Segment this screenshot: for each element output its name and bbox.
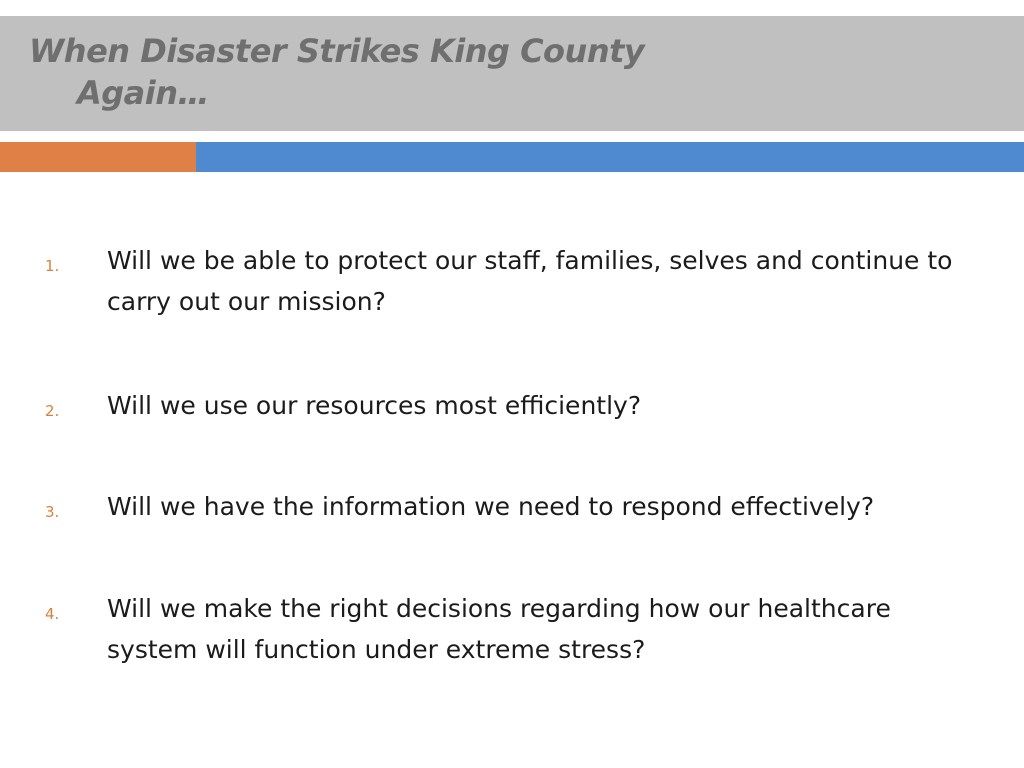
accent-bar-orange [0, 142, 196, 172]
list-item-text: Will we have the information we need to respond effectively? [107, 492, 875, 521]
list-item-number: 2. [45, 402, 60, 420]
slide-title-line-2: Again… [77, 74, 210, 112]
list-item-number: 3. [45, 503, 60, 521]
slide-title [29, 30, 644, 114]
list-item-text: Will we make the right decisions regarding how our healthcare system will function under extreme stress? [107, 594, 891, 664]
list-item-number: 4. [45, 605, 60, 623]
list-item-text: Will we be able to protect our staff, families, selves and continue to carry out our mission? [107, 246, 953, 316]
list-item-number: 1. [45, 257, 60, 275]
accent-bar-blue [196, 142, 1024, 172]
list-item-text: Will we use our resources most efficiently? [107, 391, 642, 420]
slide-title-line-1: When Disaster Strikes King County [29, 32, 645, 70]
